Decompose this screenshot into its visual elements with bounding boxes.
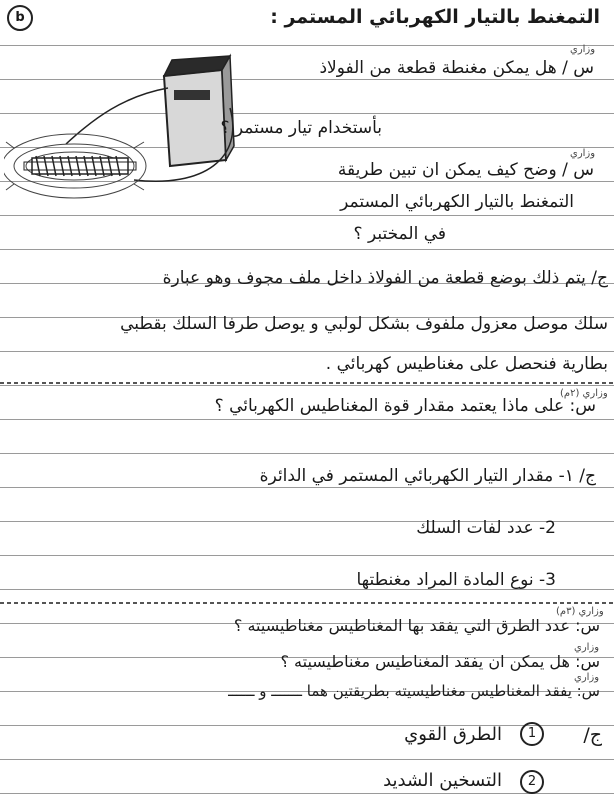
section-divider-1 [0, 382, 614, 384]
a3-item-1: الطرق القوي [404, 724, 502, 745]
a3-number-1: 1 [520, 722, 544, 746]
q1-line-1: س / هل يمكن مغنطة قطعة من الفولاذ [319, 58, 594, 78]
battery-icon [164, 56, 234, 166]
q2-line-2: التمغنط بالتيار الكهربائي المستمر [340, 192, 574, 212]
q2-line-1: س / وضح كيف يمكن ان تبين طريقة [337, 160, 594, 180]
solenoid-coil [24, 156, 136, 176]
section-title: التمغنط بالتيار الكهربائي المستمر : [270, 6, 600, 28]
a3-prefix: ج/ [583, 724, 602, 746]
q3-line: س: على ماذا يعتمد مقدار قوة المغناطيس الكهربائي ؟ [214, 396, 596, 416]
a3-number-2: 2 [520, 770, 544, 794]
electromagnet-diagram [4, 48, 250, 208]
q2-line-3: في المختبر ؟ [353, 224, 446, 244]
a1-line-1: ج/ يتم ذلك بوضع قطعة من الفولاذ داخل ملف مجوف وهو عبارة [162, 268, 608, 288]
section-divider-2 [0, 602, 614, 604]
q4-tag-3: وزاري [574, 672, 600, 683]
q4-line-2: س: هل يمكن ان يفقد المغناطيس مغناطيسيته ؟ [280, 652, 600, 671]
q1-line-2: بأستخدام تيار مستمر ؟ [220, 118, 382, 138]
section-badge: b [7, 5, 33, 31]
q3-tag: وزاري (٢م) [560, 388, 608, 399]
a2-item-1: ج/ ١- مقدار التيار الكهربائي المستمر في الدائرة [259, 466, 596, 486]
q4-tag-2: وزاري [574, 642, 600, 653]
a2-item-3: 3- نوع المادة المراد مغنطتها [356, 570, 556, 590]
a2-item-2: 2- عدد لفات السلك [416, 518, 556, 538]
a1-line-3: بطارية فنحصل على مغناطيس كهربائي . [325, 354, 608, 374]
q4-tag: وزاري (٣م) [556, 606, 604, 617]
q2-tag: وزاري [570, 148, 596, 159]
a1-line-2: سلك موصل معزول ملفوف بشكل لولبي و يوصل طرفا السلك بقطبي [120, 314, 608, 334]
q1-tag: وزاري [570, 44, 596, 55]
a3-item-2: التسخين الشديد [383, 770, 502, 791]
q4-line: س: عدد الطرق التي يفقد بها المغناطيس مغناطيسيته ؟ [233, 616, 600, 635]
q4-line-3: س: يفقد المغناطيس مغناطيسيته بطريقتين هما ـــــــ و ــــــ [228, 682, 600, 700]
